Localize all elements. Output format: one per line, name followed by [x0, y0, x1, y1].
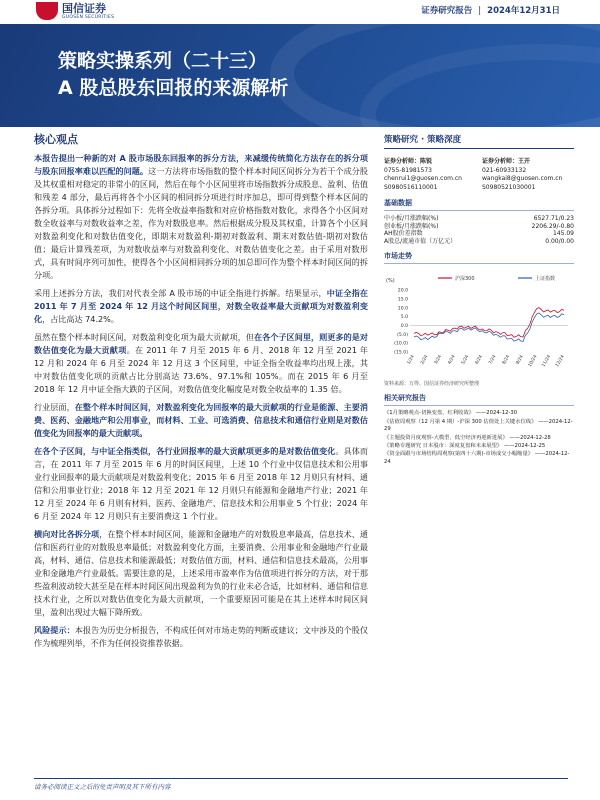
section-heading: 核心观点: [34, 133, 78, 146]
x-tick-label: 12/24: [555, 354, 566, 369]
x-tick-label: 7/24: [488, 354, 498, 366]
y-tick-label: (15.0): [394, 350, 408, 356]
analyst-email-link[interactable]: wangkai8@guosen.com.cn: [482, 175, 563, 182]
y-tick-label: (10.0): [394, 342, 408, 348]
related-item[interactable]: 《策略专题研究 日本股市：深度复盘和未来展望》 ——2024-12-25: [384, 443, 546, 449]
sidebar: [384, 133, 574, 467]
x-tick-label: 9/24: [515, 354, 525, 366]
market-trend-chart: [384, 268, 574, 378]
x-tick-label: 4/24: [447, 354, 457, 366]
paragraph-index-result: 采用上述拆分方法，我们对代表全部 A 股市场的中证全指进行拆解。结果显示，中证全指在 2011 年 7 月至 2024 年 12 月这个时间区间里，对数全收益率最大贡献项为对数盈利变化，占比高达 74.2%。: [34, 288, 368, 324]
legend-label: 上证指数: [535, 276, 556, 283]
core-views: [34, 133, 368, 655]
basic-data-row: 创业板/月涨跌幅(%) 2206.29/-0.80: [384, 222, 574, 230]
y-tick-label: 15.0: [397, 297, 408, 303]
related-item[interactable]: 《主题投资月度观察-大模型、低空经济再迎新进展》 ——2024-12-28: [384, 434, 551, 441]
paragraph-risk: 风险提示：本报告为历史分析报告，不构成任何对市场走势的判断或建议；文中涉及的个股仅作为梳理列举，不作为任何投资推荐依据。: [34, 625, 368, 648]
y-unit-label: (%): [386, 278, 395, 285]
paragraph-subperiod: 虽然在整个样本时间区间，对数盈利变化项为最大贡献项，但在各个子区间里，则更多的是对数估值变化为最大贡献项。在 2011 年 7 月至 2015 年 6 月、2018 年 12 月至 2021 年 12 月和 2024 年 6 月至 2024 年 12 月这 3 个区间里，中证全指全收益率均出现上涨，其中对数估值变化项的贡献占比分别高达 73.6%、97.1%和 105%。而在 2015 年 6 月至 2018 年 12 月中证全指大跌的子区间，对数估值变化幅度是对数全收益率的 1.35 倍。: [34, 332, 368, 394]
logo-mark-icon: [36, 2, 58, 20]
legend-label: 沪深300: [455, 276, 475, 283]
chart-source: 资料来源：万得、国信证券经济研究所整理: [384, 381, 480, 388]
market-trend-svg: [384, 268, 574, 378]
analyst-card: 证券分析师：陈锐 0755-81981573 chenrui1@guosen.com.cn S0980516110001: [384, 158, 476, 192]
x-tick-label: 5/24: [461, 354, 471, 366]
related-item[interactable]: 《1月策略观点-切换变盘，红利收敛》 ——2024-12-30: [384, 410, 518, 417]
y-tick-label: 10.0: [397, 306, 408, 312]
report-title-line1: 策略实操系列（二十三）: [58, 50, 268, 72]
report-meta: 证券研究报告 | 2024年12月31日: [421, 6, 560, 16]
related-list: [384, 410, 574, 466]
related-title: 相关研究报告: [384, 393, 574, 406]
x-tick-label: 2/24: [420, 354, 430, 366]
x-tick-label: 10/24: [527, 354, 539, 369]
report-category: 策略研究 · 策略深度: [384, 133, 574, 149]
y-tick-label: 20.0: [397, 288, 408, 294]
y-tick-label: 0.0: [400, 324, 408, 330]
analyst-email-link[interactable]: chenrui1@guosen.com.cn: [384, 175, 462, 182]
x-tick-label: 3/24: [433, 354, 444, 366]
basic-data-row: AH股价差指数 145.09: [384, 230, 574, 238]
series-line: [414, 308, 564, 338]
series-line: [414, 313, 564, 341]
basic-data-row: A股总/流通市值（万亿元） 0.00/0.00: [384, 237, 574, 245]
logo-name-cn: 国信证券: [62, 1, 106, 15]
basic-data-title: 基础数据: [384, 198, 574, 211]
x-tick-label: 8/24: [501, 354, 512, 366]
basic-data-list: [384, 215, 574, 245]
footer-disclaimer[interactable]: 请务必阅读正文之后的免责声明及其下所有内容: [34, 778, 568, 791]
analyst-card: 证券分析师：王开 021-60933132 wangkai8@guosen.com.cn S0980521030001: [482, 158, 574, 192]
paragraph-industry-subperiod: 在各个子区间，与中证全指类似，各行业回报率的最大贡献项更多的是对数估值变化。具体而言，在 2011 年 7 月至 2015 年 6 月的时间区间里，上述 10 个行业中仅信息技术和公用事业行业回报率的最大贡献项是对数盈利变化；2015 年 6 月至 2018 年 12 月则只有材料、通信和公用事业行业；2018 年 12 月至 2021 年 12 月则只有能源和金融地产行业；2021 年 12 月至 2024 年 6 月则有材料、医药、金融地产、信息技术和公用事业 5 个行业；2024 年 6 月至 2024 年 12 月则只有主要消费这 1 个行业。: [34, 446, 368, 521]
paragraph-industry: 行业层面，在整个样本时间区间，对数盈利变化为回报率的最大贡献项的行业是能源、主要消费、医药、金融地产和公用事业，而材料、工业、可选消费、信息技术和通信行业则是对数估值变化为回报率的最大贡献项。: [34, 402, 368, 438]
report-title-line2: A 股总股东回报的来源解析: [58, 77, 289, 99]
company-logo: [36, 0, 146, 22]
x-tick-label: 11/24: [541, 354, 553, 369]
paragraph-method: 本报告提出一种新的对 A 股市场股东回报率的拆分方法，来减缓传统简化方法存在的拆分项与股东回报率难以匹配的问题。这一方法将市场指数的整个样本时间区间拆分为若干个成分股及其权重相对稳定的非常小的区间，然后在每个小区间里将市场指数拆分成股息、盈利、估值和残差 4 部分，最后再将各个小区间的相同拆分项进行时序加总，即可得到整个样本区间的各拆分项。具体拆分过程如下：先将全收益率指数和对应价格指数对数化，求得各个小区间对数全收益率与对数收益率之差，作为对数股息率。然后根据成分股及其权重，计算各个小区间对数盈利变化和对数估值变化，即期末对数盈利-期初对数盈利、期末对数估值-期初对数估值；最后计算残差项，为对数收益率与对数盈利变化、对数估值变化之差。由于采用对数形式，具有时间序列可加性，使得各个小区间相同拆分项的加总即可作为整个样本时间区间的拆分项。: [34, 153, 368, 280]
logo-name-en: GUOSEN SECURITIES: [62, 14, 115, 20]
related-item[interactable]: 《资金面跟与市场结构周观察(第四十六期)-市场成交小幅缩量》 ——2024-12-24: [384, 451, 570, 465]
x-tick-label: 1/24: [406, 354, 416, 366]
market-trend-title: 市场走势: [384, 251, 574, 264]
related-item[interactable]: 《估值周观察（12 月第 4 期）-沪深 300 估值处上关键水位线》 ——2024-12-29: [384, 418, 573, 433]
basic-data-row: 中小板/月涨跌幅(%) 6527.71/0.23: [384, 215, 574, 222]
title-banner: [0, 24, 600, 127]
top-bar: [0, 0, 600, 24]
paragraph-comparison: 横向对比各拆分项，在整个样本时间区间，能源和金融地产的对数股息率最高，信息技术、通信和医药行业的对数股息率最低；对数盈利变化方面，主要消费、公用事业和金融地产行业最高，材料、通信、信息技术和能源最低；对数估值方面，材料、通信和信息技术最高，公用事业和金融地产行业最低。需要注意的是，上述采用市盈率作为估值项进行拆分的方法，对于那些盈利波动较大甚至是在样本时间区间出现盈利为负的行业未必合适，比如材料、通信和信息技术行业，之所以对数估值变化为最大贡献项，一个重要原因可能是在其上述样本时间区间里，盈利出现过大幅下降所致。: [34, 529, 368, 617]
analyst-block: [384, 158, 574, 192]
y-tick-label: (5.0): [397, 333, 408, 339]
x-tick-label: 6/24: [474, 354, 484, 366]
report-type: 证券研究报告: [421, 6, 473, 16]
y-tick-label: 5.0: [400, 315, 408, 321]
report-date: 2024年12月31日: [487, 6, 560, 16]
